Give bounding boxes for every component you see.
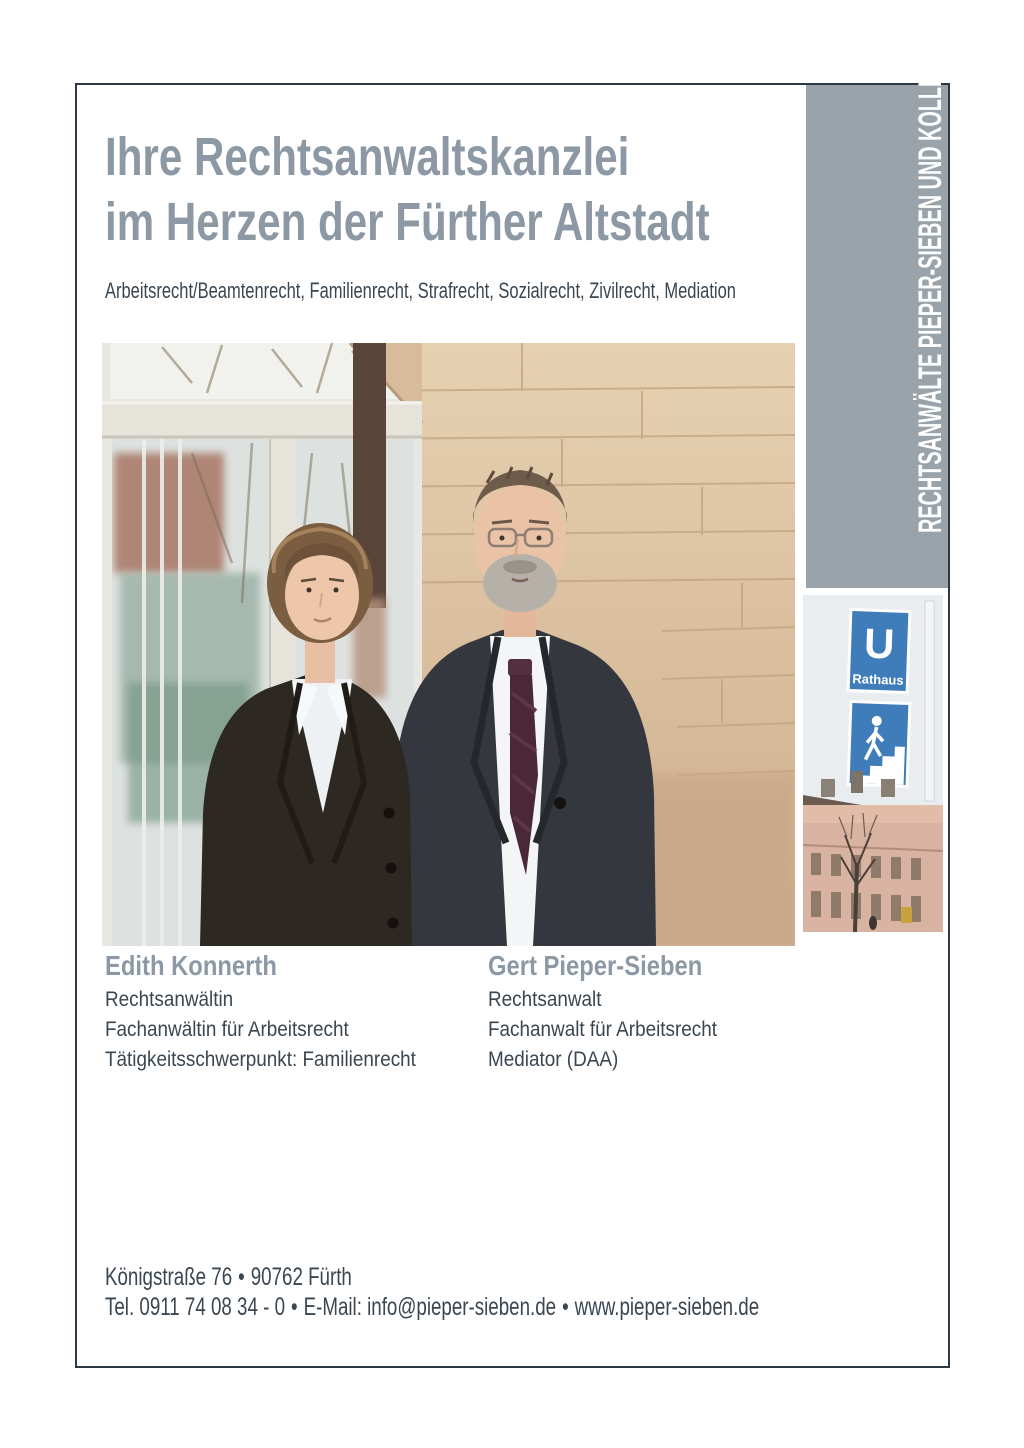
practice-areas: Arbeitsrecht/Beamtenrecht, Familienrecht, Strafrecht, Sozialrecht, Zivilrecht, Mediation: [105, 278, 736, 303]
page-title: [105, 125, 880, 255]
person-role: Fachanwalt für Arbeitsrecht: [488, 1018, 718, 1041]
email-address[interactable]: E-Mail: info@pieper-sieben.de: [303, 1293, 557, 1321]
person-role: Mediator (DAA): [488, 1048, 619, 1071]
phone-email-line: [105, 1292, 977, 1322]
person-name: Edith Konnerth: [105, 950, 277, 981]
person-role: Fachanwältin für Arbeitsrecht: [105, 1018, 349, 1041]
person-role: Rechtsanwalt: [488, 988, 602, 1011]
firm-name-vertical: RECHTSANWÄLTE PIEPER-SIEBEN UND KOLLEGEN: [912, 30, 948, 533]
phone-number: Tel. 0911 74 08 34 - 0: [105, 1293, 285, 1321]
ubahn-street-photo: [803, 595, 943, 932]
contact-block: [105, 1262, 977, 1322]
person-gert-pieper-sieben: [488, 951, 742, 1075]
u-bahn-sign: [847, 608, 912, 694]
bullet-separator: •: [291, 1293, 298, 1321]
lawyers-photo: [102, 343, 795, 946]
bullet-separator: •: [238, 1263, 245, 1291]
website-url[interactable]: www.pieper-sieben.de: [574, 1293, 760, 1321]
person-role: Tätigkeitsschwerpunkt: Familienrecht: [105, 1048, 416, 1071]
person-role: Rechtsanwältin: [105, 988, 234, 1011]
sign-post: [925, 601, 934, 801]
person-edith-konnerth: [105, 951, 450, 1075]
address-line: [105, 1262, 977, 1292]
bullet-separator: •: [562, 1293, 569, 1321]
svg-text:U: U: [863, 619, 896, 668]
city: 90762 Fürth: [250, 1263, 352, 1291]
title-line-1: Ihre Rechtsanwaltskanzlei: [105, 127, 630, 187]
svg-text:Rathaus: Rathaus: [852, 671, 904, 688]
person-name: Gert Pieper-Sieben: [488, 950, 703, 981]
title-line-2: im Herzen der Fürther Altstadt: [105, 192, 710, 252]
street-address: Königstraße 76: [105, 1263, 233, 1291]
